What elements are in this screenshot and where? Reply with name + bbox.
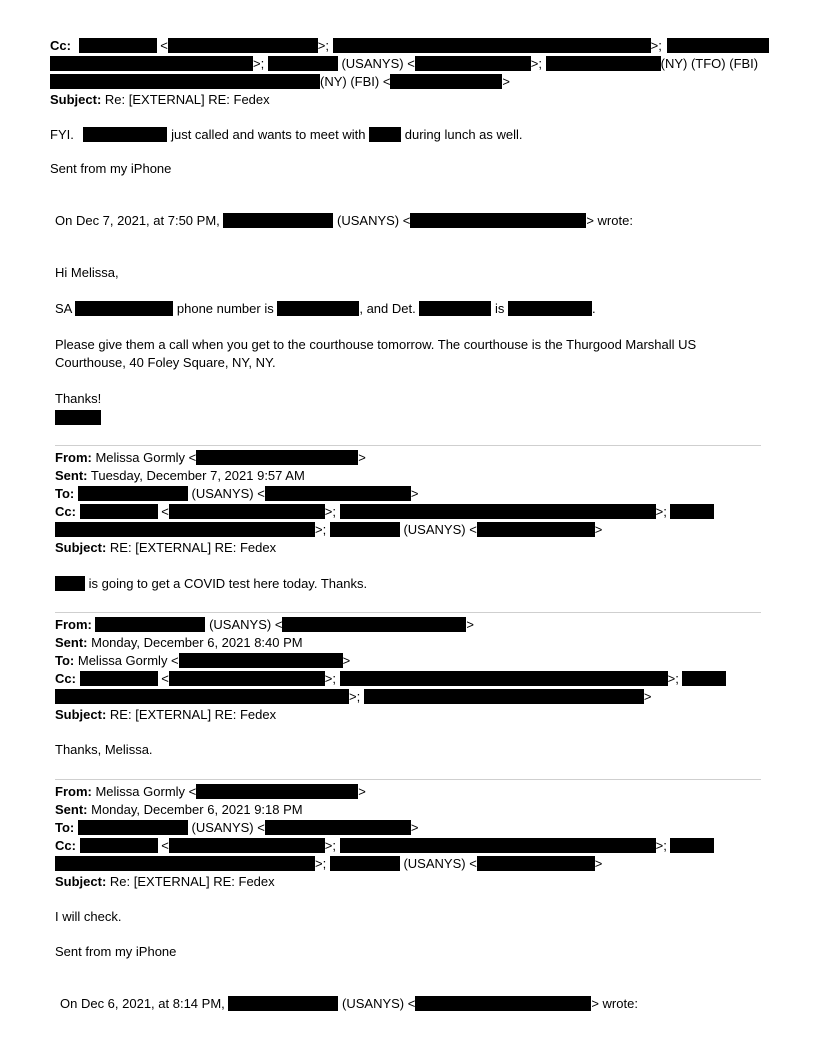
subject-line (50, 91, 270, 108)
redaction (340, 671, 668, 686)
cc-line-3 (50, 73, 510, 90)
sent-from-iphone: Sent from my iPhone (50, 161, 172, 176)
greeting: Hi Melissa, (55, 265, 119, 280)
redaction (80, 504, 158, 519)
redaction (179, 653, 343, 668)
sent-value: Monday, December 6, 2021 9:18 PM (91, 802, 303, 817)
cc-label: Cc: (50, 38, 71, 53)
redaction (369, 127, 401, 142)
fyi-text: just called and wants to meet with (171, 127, 366, 142)
redaction (168, 38, 318, 53)
from-value: Melissa Gormly < (95, 784, 197, 799)
from-label: From: (55, 617, 92, 632)
redaction (80, 838, 158, 853)
cc-line-2 (55, 688, 651, 705)
separator: >; (655, 838, 667, 853)
redaction (196, 784, 358, 799)
separator: >; (317, 38, 330, 53)
redaction (508, 301, 592, 316)
redaction (670, 838, 714, 853)
from-value: (USANYS) < (209, 617, 283, 632)
redaction (330, 856, 400, 871)
redaction (330, 522, 400, 537)
cc-line-2 (50, 55, 758, 72)
to-label: To: (55, 486, 75, 501)
subject-line (55, 706, 276, 723)
usanys-text: (USANYS) < (341, 56, 415, 71)
body-text: . (591, 301, 596, 316)
body-paragraph: Please give them a call when you get to the courthouse tomorrow. The courthouse is the Thurgood Marshall US (55, 337, 697, 352)
subject-line (55, 873, 275, 890)
cc-label: Cc: (55, 671, 76, 686)
quote-intro-text: > wrote: (591, 996, 638, 1011)
redaction (50, 74, 320, 89)
redaction (55, 576, 85, 591)
subject-label: Subject: (55, 874, 107, 889)
separator: >; (650, 38, 662, 53)
subject-value: RE: [EXTERNAL] RE: Fedex (109, 540, 277, 555)
subject-value: Re: [EXTERNAL] RE: Fedex (104, 92, 270, 107)
angle-close: > (410, 820, 419, 835)
separator: >; (530, 56, 543, 71)
sent-value: Monday, December 6, 2021 8:40 PM (91, 635, 303, 650)
body-text: , and Det. (359, 301, 416, 316)
quote-intro-line (55, 212, 633, 229)
sent-label: Sent: (55, 468, 88, 483)
fyi-text: during lunch as well. (404, 127, 523, 142)
redaction (169, 504, 325, 519)
redaction (50, 56, 253, 71)
tfo-fbi-text: (NY) (TFO) (FBI) (660, 56, 759, 71)
redaction (419, 301, 491, 316)
cc-line (55, 837, 714, 854)
message-body (55, 575, 367, 592)
redaction (228, 996, 338, 1011)
redaction (169, 838, 325, 853)
redaction (78, 820, 188, 835)
redaction (670, 504, 714, 519)
angle-close: > (502, 74, 511, 89)
separator: >; (324, 504, 337, 519)
to-line (55, 652, 350, 669)
redaction (79, 38, 157, 53)
message-divider (55, 445, 761, 446)
redaction (340, 504, 656, 519)
redaction (55, 410, 101, 425)
redaction (265, 820, 411, 835)
cc-line (55, 670, 726, 687)
thanks-text: Thanks! (55, 391, 102, 406)
ny-fbi-text: (NY) (FBI) < (320, 74, 391, 89)
separator: >; (349, 689, 361, 704)
redaction (682, 671, 726, 686)
to-value: (USANYS) < (191, 820, 265, 835)
redaction (546, 56, 661, 71)
cc-line-2 (55, 521, 602, 538)
message-body: I will check. (55, 909, 122, 924)
redaction (415, 56, 531, 71)
usanys-text: (USANYS) < (403, 856, 477, 871)
angle-close: > (594, 856, 603, 871)
angle-open: < (161, 671, 169, 686)
separator: >; (324, 838, 337, 853)
message-body: Thanks, Melissa. (55, 742, 153, 757)
from-value: Melissa Gormly < (95, 450, 197, 465)
angle-open: < (160, 38, 168, 53)
redaction (364, 689, 644, 704)
redaction (55, 522, 315, 537)
redaction (95, 617, 205, 632)
angle-open: < (161, 838, 169, 853)
signature-line (55, 409, 101, 426)
to-label: To: (55, 820, 75, 835)
sa-phone-line (55, 300, 596, 317)
redaction (80, 671, 158, 686)
from-line (55, 449, 366, 466)
usanys-text: (USANYS) < (403, 522, 477, 537)
subject-label: Subject: (50, 92, 102, 107)
redaction (55, 689, 349, 704)
angle-close: > (358, 450, 366, 465)
sent-label: Sent: (55, 635, 88, 650)
redaction (277, 301, 359, 316)
sent-line (55, 801, 303, 818)
redaction (477, 522, 595, 537)
cc-line (55, 503, 714, 520)
cc-line-2 (55, 855, 602, 872)
separator: >; (667, 671, 679, 686)
subject-value: Re: [EXTERNAL] RE: Fedex (109, 874, 275, 889)
body-text: SA (55, 301, 72, 316)
body-text: is going to get a COVID test here today. Thanks. (88, 576, 368, 591)
from-label: From: (55, 450, 92, 465)
fyi-text: FYI. (50, 127, 74, 142)
redaction (415, 996, 591, 1011)
sent-line (55, 634, 303, 651)
sent-line (55, 467, 305, 484)
quote-intro-text: On Dec 7, 2021, at 7:50 PM, (55, 213, 220, 228)
message-divider (55, 612, 761, 613)
body-text: is (494, 301, 505, 316)
angle-open: < (161, 504, 169, 519)
separator: >; (655, 504, 667, 519)
quote-intro-text: (USANYS) < (342, 996, 416, 1011)
separator: >; (315, 522, 327, 537)
sent-label: Sent: (55, 802, 88, 817)
subject-label: Subject: (55, 707, 107, 722)
redaction (83, 127, 167, 142)
separator: >; (324, 671, 337, 686)
subject-value: RE: [EXTERNAL] RE: Fedex (109, 707, 277, 722)
subject-line (55, 539, 276, 556)
sent-from-iphone: Sent from my iPhone (55, 944, 177, 959)
subject-label: Subject: (55, 540, 107, 555)
redaction (477, 856, 595, 871)
redaction (75, 301, 173, 316)
angle-close: > (358, 784, 366, 799)
redaction (333, 38, 651, 53)
angle-close: > (410, 486, 419, 501)
from-line (55, 783, 366, 800)
redaction (196, 450, 358, 465)
redaction (169, 671, 325, 686)
redaction (340, 838, 656, 853)
redaction (282, 617, 466, 632)
redaction (265, 486, 411, 501)
angle-close: > (594, 522, 603, 537)
from-line (55, 616, 474, 633)
from-label: From: (55, 784, 92, 799)
redaction (390, 74, 502, 89)
redaction (667, 38, 769, 53)
to-value: (USANYS) < (191, 486, 265, 501)
to-label: To: (55, 653, 75, 668)
to-value: Melissa Gormly < (77, 653, 179, 668)
sent-value: Tuesday, December 7, 2021 9:57 AM (90, 468, 305, 483)
quote-intro-text: On Dec 6, 2021, at 8:14 PM, (60, 996, 225, 1011)
fyi-line (50, 126, 523, 143)
redaction (78, 486, 188, 501)
quote-intro-text: (USANYS) < (337, 213, 411, 228)
body-text: phone number is (176, 301, 274, 316)
angle-close: > (466, 617, 475, 632)
separator: >; (315, 856, 327, 871)
to-line (55, 485, 418, 502)
quote-intro-text: > wrote: (586, 213, 633, 228)
redaction (55, 856, 315, 871)
message-divider (55, 779, 761, 780)
separator: >; (253, 56, 265, 71)
angle-close: > (643, 689, 652, 704)
redaction (410, 213, 586, 228)
cc-label: Cc: (55, 504, 76, 519)
redaction (268, 56, 338, 71)
cc-label: Cc: (55, 838, 76, 853)
angle-close: > (342, 653, 351, 668)
to-line (55, 819, 418, 836)
quote-intro-line (60, 995, 638, 1012)
redaction (223, 213, 333, 228)
cc-line (50, 37, 769, 54)
body-paragraph: Courthouse, 40 Foley Square, NY, NY. (55, 355, 276, 370)
